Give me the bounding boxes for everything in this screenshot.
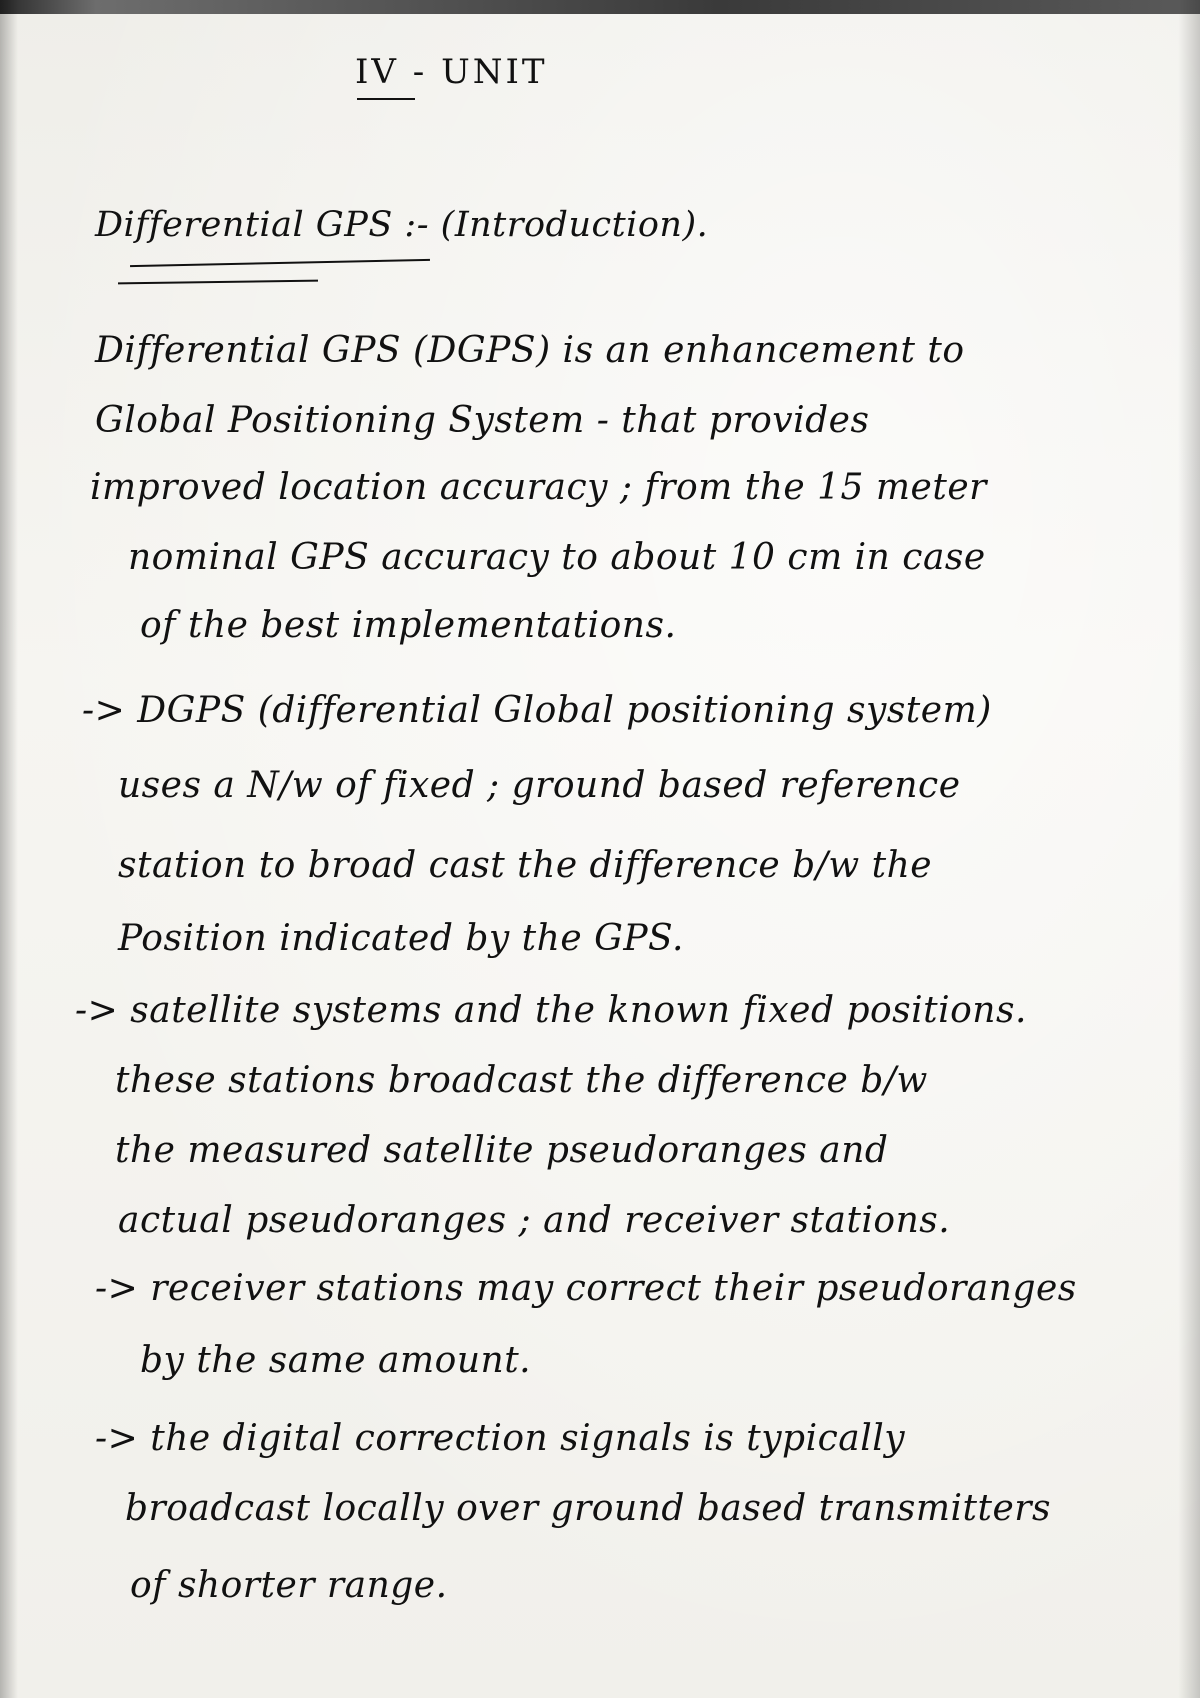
note-line: of the best implementations. (140, 605, 677, 646)
note-line: -> the digital correction signals is typically (95, 1418, 906, 1459)
note-line: these stations broadcast the difference b/w (115, 1060, 928, 1101)
note-line: actual pseudoranges ; and receiver stations. (118, 1200, 951, 1241)
note-line: of shorter range. (130, 1565, 448, 1606)
note-line: uses a N/w of fixed ; ground based reference (118, 765, 961, 806)
note-line: Global Positioning System - that provides (95, 400, 870, 441)
note-line: by the same amount. (140, 1340, 532, 1381)
note-line: station to broad cast the difference b/w the (118, 845, 933, 886)
note-line: Differential GPS (DGPS) is an enhancement to (95, 330, 965, 371)
bleed-through-mark (860, 95, 1100, 97)
heading-underline (118, 280, 318, 285)
unit-title-underline (357, 98, 415, 100)
note-line: improved location accuracy ; from the 15 meter (90, 467, 987, 508)
unit-title: IV - UNIT (355, 52, 548, 92)
heading-underline (130, 259, 430, 267)
page-right-edge (1178, 0, 1200, 1698)
page-left-shadow (0, 0, 18, 1698)
note-line: -> receiver stations may correct their pseudoranges (95, 1268, 1077, 1309)
note-line: Position indicated by the GPS. (118, 918, 684, 959)
note-line: -> satellite systems and the known fixed positions. (75, 990, 1027, 1031)
note-line: broadcast locally over ground based transmitters (125, 1488, 1051, 1529)
page-top-edge (0, 0, 1200, 14)
note-line: -> DGPS (differential Global positioning system) (82, 690, 992, 731)
section-heading: Differential GPS :- (Introduction). (95, 205, 709, 245)
note-line: nominal GPS accuracy to about 10 cm in case (128, 537, 986, 578)
note-line: the measured satellite pseudoranges and (115, 1130, 889, 1171)
